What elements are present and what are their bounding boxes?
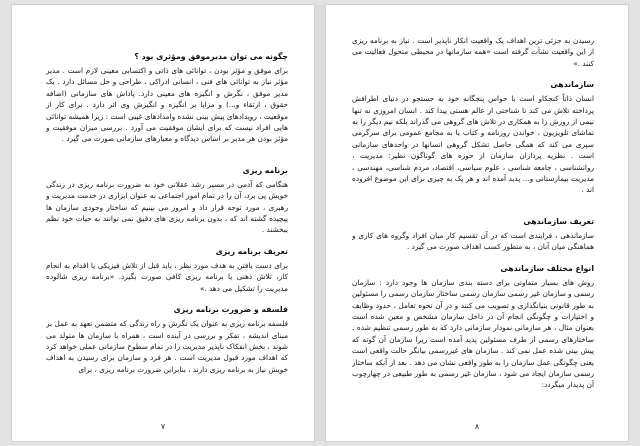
section-paragraph: انسان ذاتاً کنجکاو است با حواس پنجگانه خود به جستجو در دنیای اطرافش پرداخته تلاش می کند تا شناختی از عالم هستی پیدا کند . انسان امروزی نه تنها نیمی از روزش را به همکاری در تلاش های گروهی می گذراند بلکه نیم دیگر را به تماشای تلویزیون ، خواندن روزنامه و کتاب یا به مجامع عمومی برای سرگرمی سپری می کند که همگی حاصل تشکل گروهی انسانها در واحدهای سازمانی است . نظریه پردازان سازمان از حوزه های گوناگون نظیر: مدیریت ، روانشناسی ، جامعه شناسی ، علوم سیاسی، اقتصاد، مردم شناسی، مهندسی ، مدیریت بیمارستانی و... پدید آمده اند و هر یک به چیزی برای این موضوع افزوده اند . (352, 94, 594, 195)
continuation-paragraph: رسیدن به جزئی ترین اهداف یک واقعیت انکار ناپذیر است . نیاز به برنامه ریزی از این واقعیت نشأت گرفته است «همه سازمانها در محیطی متحول فعالیت می کنند .» (352, 36, 594, 68)
section-paragraph: برای دست یافتن به هدف مورد نظر ، باید قبل از تلاش فیزیکی یا اقدام به انجام کار، تلاش ذهنی یا برنامه ریزی کافی صورت بگیرد. «برنامه ریزی شالوده مدیریت را تشکیل می دهد .» (46, 260, 288, 293)
section-heading: انواع مختلف سازماندهی (500, 263, 594, 273)
section-planning (46, 165, 288, 236)
section-organizing-definition (352, 216, 594, 253)
page-number: ۸ (474, 422, 480, 431)
section-organizing (352, 79, 594, 196)
page-7 (12, 5, 314, 441)
section-heading: فلسفه و ضرورت برنامه ریزی (173, 305, 288, 315)
section-effective-manager (46, 51, 288, 145)
section-heading: تعریف سازماندهی (523, 216, 594, 226)
section-paragraph: روش های بسیار متفاوتی برای دسته بندی سازمان ها وجود دارد : سازمان رسمی و سازمان غیر رسمی سازمان رسمی ساختار سازمان رسمی را مسئولین به طور قانونی بنیانگذاری و تصویب می کنند و در آن نحوه تعامل ، حدود وظایف و اختیارات و چگونگی انجام آن در داخل سازمان مشخص و معین شده است بعنوان مثال ، هر سازمانی نمودار سازمانی دارد که به طور رسمی تنظیم شده . ساختارهای رسمی از طرف مسئولین پدید آمده است زیرا سازمان آن گونه که پیش بینی شده عمل نمی کند . سازمان های غیررسمی بیانگر حالت واقعی است یعنی چگونگی عمل سازمان را به طور واقعی نشان می دهد . بعد از آنکه ساختار رسمی سازمان ایجاد می شود ، سازمان غیر رسمی به طور طبیعی در چهارچوب آن پدیدار میگردد: (352, 277, 594, 390)
page-8-content (352, 35, 594, 415)
section-organizing-types (352, 263, 594, 391)
section-heading: سازماندهی (550, 80, 594, 90)
page-7-content (46, 51, 288, 415)
section-heading: تعریف برنامه ریزی (215, 246, 288, 256)
section-planning-philosophy (46, 304, 288, 375)
page-gutter (315, 5, 325, 441)
section-paragraph: سازماندهی ، فرایندی است که در آن تقسیم کار میان افراد وگروه های کاری و هماهنگی میان آنان ، به منظور کسب اهداف صورت می گیرد . (352, 230, 594, 252)
section-paragraph: هنگامی که آدمی در مسیر رشد عقلانی خود به ضرورت برنامه ریزی در زندگی خویش پی برد، آن را در تمام امور اجتماعی به عنوان ابزاری در خدمت مدیریت و رهبری ، مورد توجه قرار داد و امروز می بینیم که ساختار وجودی سازمان ها پیچیده گشته اند که ، بدون برنامه ریزی های دقیق نمی توانند به حیات خود نظم ببخشند . (46, 179, 288, 235)
section-heading: چگونه می توان مدیرموفق ومؤثری بود ؟ (134, 52, 288, 61)
page-number: ۷ (160, 422, 166, 431)
section-paragraph: برای موفق و مؤثر بودن ، توانائی های ذاتی و اکتسابی معینی لازم است . مدیر مؤثر نیاز به توانائی های فنی ، انسانی ادراکی ، طراحی و حل مسائل دارد . یک مدیر موفق ، نگرش و انگیزه های معینی دارد. پاداش های سازمانی (اضافه حقوق ، ارتقاء و...) و مزایا بر انگیزه و انگیزش وی اثر دارد . برای کار از موقعیت ، رویدادهای پیش بینی نشده وامدادهای غیبی است : زیرا همیشه توانائی هایی افراد نیست که برای ایشان موفقیت می آورد . بررسی میزان موفقیت و مؤثر بودن هر مدیر بر اساس دیدگاه و معیارهای سازمانی صورت می گیرد . (46, 66, 288, 144)
page-8 (326, 5, 628, 441)
section-planning-definition (46, 246, 288, 294)
section-heading: برنامه ریزی (242, 165, 288, 175)
section-paragraph: فلسفه برنامه ریزی به عنوان یک نگرش و راه زندگی که متضمن تعهد به عمل بر مبنای اندیشه ، تفکر و بررسی در آینده است ، همراه با سازمان ها متولد می شوند ، بخش انفکاک ناپذیر مدیریت را در تمام سطوح سازمانی عملی خواهد کرد که اهداف مورد قبول مدیریت است . هر فرد و سازمان برای رسیدن به اهداف خویش نیاز به برنامه ریزی دارند ، بنابراین ضرورت برنامه ریزی ، برای (46, 319, 288, 374)
section-continuation (352, 35, 594, 69)
